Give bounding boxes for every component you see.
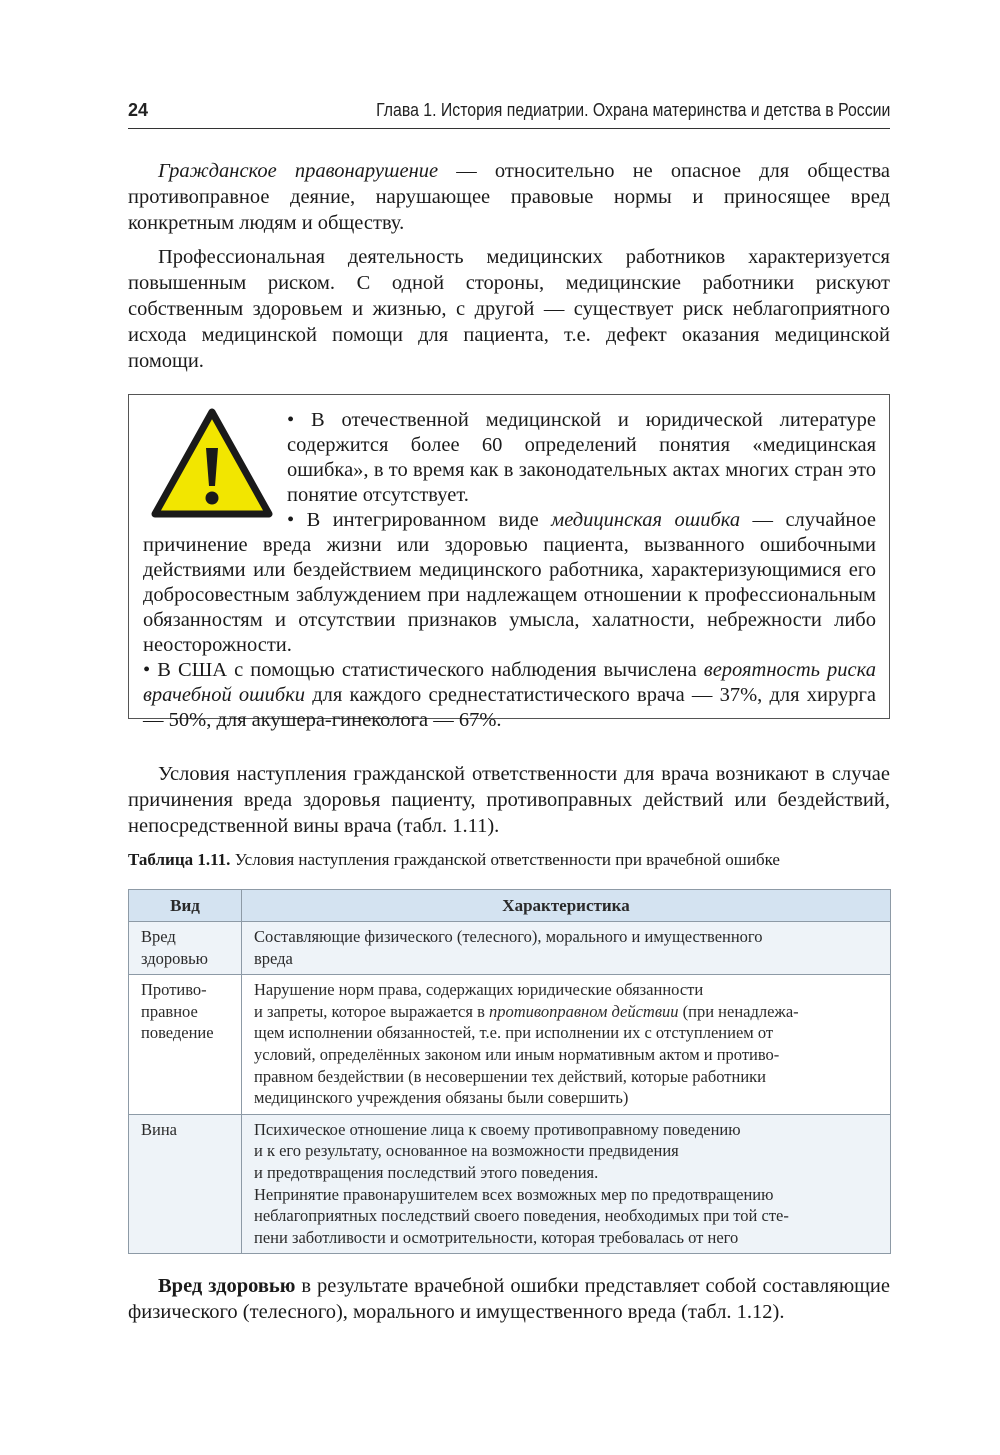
- cell-text: и запреты, которое выражается в: [254, 1001, 489, 1021]
- table-cell-characteristic: [242, 1114, 891, 1254]
- paragraph-health-harm: [128, 1273, 890, 1325]
- cell-line: Вина: [141, 1119, 177, 1139]
- table-header-row: [129, 890, 891, 922]
- column-header-characteristic: Характеристика: [242, 890, 891, 922]
- page-number: 24: [128, 100, 149, 120]
- table-caption-text: Условия наступления гражданской ответственности при врачебной ошибке: [230, 850, 780, 869]
- cell-line: Вред: [141, 927, 176, 946]
- table-cell-characteristic: [242, 975, 891, 1115]
- cell-line: и предотвращения последствий этого поведения.: [254, 1162, 599, 1182]
- cell-line: неблагоприятных последствий своего поведения, необходимых при той сте-: [254, 1206, 789, 1226]
- paragraph-text: в результате врачебной ошибки представляет собой составляющие физического (телесного), морального и имущественного вреда (табл. 1.12).: [128, 1275, 890, 1324]
- bullet-text: • В интегрированном виде: [287, 509, 552, 531]
- cell-line: и к его результату, основанное на возможности предвидения: [254, 1141, 679, 1161]
- paragraph-text: — относительно не опасное для общества противоправное деяние, нарушающее правовые нормы и приносящее вред конкретным людям и обществу.: [128, 160, 890, 234]
- cell-line: правном бездействии (в несовершении тех действий, которые работники: [254, 1066, 766, 1086]
- callout-bullet-medical-error: [143, 508, 876, 658]
- table-row: [129, 1114, 891, 1254]
- cell-text: (при ненадлежа-: [678, 1001, 799, 1021]
- table-row: [129, 922, 891, 975]
- paragraph-professional-risk: Профессиональная деятельность медицинских работников характеризуется повышенным риском. С одной стороны, медицинские работники рискуют собственным здоровьем и жизнью, с другой — существует риск неблагоприятного исхода медицинской помощи для пациента, т.е. дефект оказания медицинской помощи.: [128, 246, 890, 372]
- cell-line: медицинского учреждения обязаны были совершить): [254, 1088, 629, 1108]
- table-cell-kind: [129, 922, 242, 975]
- cell-line: Противо-: [141, 980, 207, 1000]
- paragraph-civil-offense: [128, 158, 890, 236]
- cell-line: пени заботливости и осмотрительности, которая требовалась от него: [254, 1227, 739, 1247]
- liability-table: [128, 889, 891, 1254]
- cell-line: здоровью: [141, 948, 209, 968]
- cell-line: [254, 1001, 882, 1023]
- cell-line: условий, определённых законом или иным нормативным актом и противо-: [254, 1044, 780, 1064]
- cell-line: Нарушение норм права, содержащих юридические обязанности: [254, 980, 704, 1000]
- column-header-kind: Вид: [129, 890, 242, 922]
- callout-box: [128, 394, 890, 731]
- cell-line: щем исполнении обязанностей, т.е. при исполнении их с отступлением от: [254, 1023, 774, 1043]
- term-error-probability: вероятность риска врачебной ошибки: [143, 659, 876, 706]
- term-health-harm: Вред здоровью: [158, 1275, 296, 1298]
- term-unlawful-action: противоправном действии: [489, 1001, 679, 1021]
- table-cell-characteristic: [242, 922, 891, 975]
- cell-line: Составляющие физического (телесного), морального и имущественного: [254, 927, 763, 946]
- warning-triangle-icon: [151, 408, 273, 518]
- cell-line: поведение: [141, 1023, 214, 1043]
- table-row: [129, 975, 891, 1115]
- table-caption-label: Таблица 1.11.: [128, 850, 231, 869]
- chapter-title: Глава 1. История педиатрии. Охрана материнства и детства в России: [375, 100, 890, 120]
- paragraph-liability-conditions: Условия наступления гражданской ответственности для врача возникают в случае причинения вреда здоровья пациенту, противоправных действий или бездействий, непосредственной вины врача (табл. 1.11).: [128, 763, 890, 837]
- running-header: [128, 100, 890, 129]
- document-page: [128, 100, 890, 1325]
- bullet-text: — случайное причинение вреда жизни или здоровью пациента, вызванного ошибочными действиями или бездействием медицинского работника, характеризующимися его добросовестным заблуждением при надлежащем отношении к профессиональным обязанностям и отсутствии признаков умысла, халатности, небрежности либо неосторожности.: [143, 509, 876, 656]
- bullet-text: • В США с помощью статистического наблюдения вычислена: [143, 659, 704, 681]
- bullet-text: для каждого среднестатистического врача — 37%, для хирурга — 50%, для акушера-гинеколога — 67%.: [143, 684, 876, 731]
- table-caption: [128, 849, 890, 871]
- cell-line: Непринятие правонарушителем всех возможных мер по предотвращению: [254, 1184, 774, 1204]
- term-civil-offense: Гражданское правонарушение: [158, 160, 439, 182]
- cell-line: Психическое отношение лица к своему противоправному поведению: [254, 1119, 741, 1139]
- term-medical-error: медицинская ошибка: [551, 509, 741, 531]
- callout-bullet-definitions: • В отечественной медицинской и юридической литературе содержится более 60 определений понятия «медицинская ошибка», в то время как в законодательных актах многих стран это понятие отсутствует.: [287, 409, 876, 506]
- cell-line: вреда: [254, 948, 293, 968]
- table-cell-kind: [129, 1114, 242, 1254]
- cell-line: правное: [141, 1001, 198, 1021]
- table-cell-kind: [129, 975, 242, 1115]
